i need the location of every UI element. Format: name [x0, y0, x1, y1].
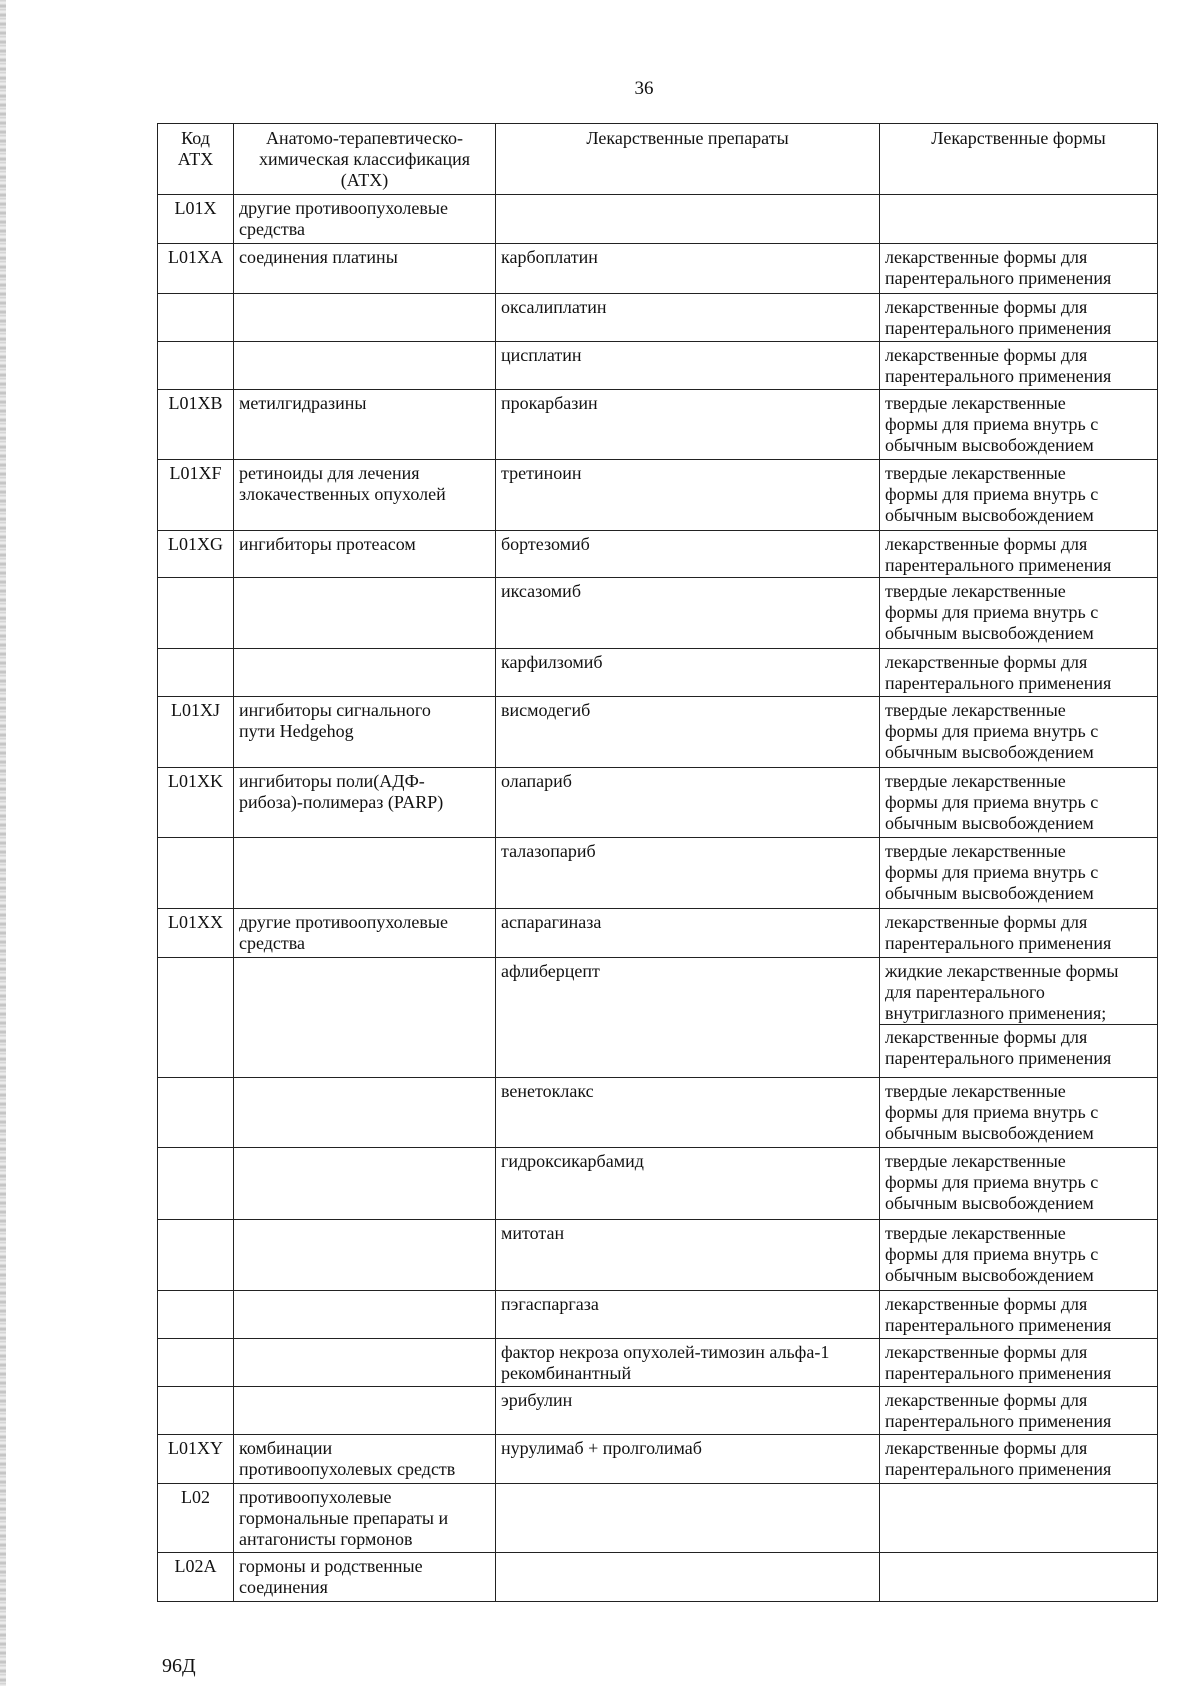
classification-cell [234, 1291, 496, 1339]
dosage-form-entry: жидкие лекарственные формы для парентерального внутриглазного применения; [885, 961, 1119, 1023]
drug-cell: венетоклакс [496, 1078, 880, 1148]
dosage-form-entry: твердые лекарственные формы для приема внутрь с обычным высвобождением [885, 771, 1099, 833]
table-row [158, 1148, 1158, 1220]
drug-cell: нурулимаб + пролголимаб [496, 1435, 880, 1484]
classification-cell: другие противоопухолевые средства [234, 195, 496, 244]
drug-cell: висмодегиб [496, 697, 880, 768]
classification-cell [234, 1148, 496, 1220]
drug-cell: оксалиплатин [496, 294, 880, 342]
atc-code-cell: L01XK [158, 768, 234, 838]
drug-cell [496, 1553, 880, 1602]
drug-cell: третиноин [496, 460, 880, 531]
atc-code-cell: L01XA [158, 244, 234, 294]
drug-cell: гидроксикарбамид [496, 1148, 880, 1220]
classification-cell: соединения платины [234, 244, 496, 294]
atc-code-cell [158, 578, 234, 649]
dosage-form-entry: лекарственные формы для парентерального применения [885, 652, 1112, 693]
table-row [158, 531, 1158, 578]
classification-cell: ингибиторы протеасом [234, 531, 496, 578]
drug-cell [496, 195, 880, 244]
drug-cell: карфилзомиб [496, 649, 880, 697]
dosage-form-cell [880, 390, 1158, 460]
dosage-form-cell [880, 294, 1158, 342]
drug-cell: цисплатин [496, 342, 880, 390]
dosage-form-cell [880, 1553, 1158, 1602]
classification-cell: противоопухолевые гормональные препараты и антагонисты гормонов [234, 1484, 496, 1553]
table-row [158, 195, 1158, 244]
dosage-form-cell [880, 244, 1158, 294]
dosage-form-entry: лекарственные формы для парентерального применения [885, 912, 1112, 953]
dosage-form-cell [880, 531, 1158, 578]
table-row [158, 390, 1158, 460]
dosage-form-cell [880, 1148, 1158, 1220]
classification-cell: другие противоопухолевые средства [234, 909, 496, 958]
drug-cell: эрибулин [496, 1387, 880, 1435]
dosage-form-entry: лекарственные формы для парентерального применения [885, 297, 1112, 338]
dosage-form-cell [880, 460, 1158, 531]
drug-cell: митотан [496, 1220, 880, 1291]
atc-code-cell: L01XJ [158, 697, 234, 768]
table-row [158, 1553, 1158, 1602]
dosage-form-cell [880, 649, 1158, 697]
classification-cell [234, 958, 496, 1078]
atc-code-cell [158, 1220, 234, 1291]
atc-code-cell [158, 649, 234, 697]
table-row [158, 578, 1158, 649]
dosage-form-cell [880, 1484, 1158, 1553]
classification-cell [234, 294, 496, 342]
dosage-form-cell [880, 838, 1158, 909]
table-header-row [158, 124, 1158, 195]
drug-cell: пэгаспаргаза [496, 1291, 880, 1339]
dosage-form-cell [880, 1291, 1158, 1339]
table-row [158, 1220, 1158, 1291]
atc-code-cell: L01XB [158, 390, 234, 460]
atc-code-cell [158, 1291, 234, 1339]
dosage-form-entry: твердые лекарственные формы для приема внутрь с обычным высвобождением [885, 1223, 1099, 1285]
atc-code-cell [158, 1148, 234, 1220]
dosage-form-entry: твердые лекарственные формы для приема внутрь с обычным высвобождением [885, 581, 1099, 643]
dosage-form-entry: лекарственные формы для парентерального применения [885, 1438, 1112, 1479]
dosage-form-cell [880, 958, 1158, 1078]
dosage-form-cell [880, 1435, 1158, 1484]
table-row [158, 460, 1158, 531]
table-row [158, 244, 1158, 294]
table-row [158, 1339, 1158, 1387]
classification-cell [234, 838, 496, 909]
table-row [158, 1387, 1158, 1435]
table-row [158, 1291, 1158, 1339]
drug-cell [496, 1484, 880, 1553]
dosage-form-entry: твердые лекарственные формы для приема внутрь с обычным высвобождением [885, 700, 1099, 762]
dosage-form-entry: лекарственные формы для парентерального применения [885, 1294, 1112, 1335]
atc-code-cell [158, 958, 234, 1078]
dosage-form-entry: лекарственные формы для парентерального применения [885, 1342, 1112, 1383]
drug-cell: бортезомиб [496, 531, 880, 578]
table-row [158, 294, 1158, 342]
drug-cell: олапариб [496, 768, 880, 838]
scan-edge [0, 0, 6, 1686]
atc-code-cell: L02 [158, 1484, 234, 1553]
dosage-form-entry: твердые лекарственные формы для приема внутрь с обычным высвобождением [885, 841, 1099, 903]
drug-cell: прокарбазин [496, 390, 880, 460]
document-code: 96Д [162, 1655, 196, 1677]
dosage-form-entry: лекарственные формы для парентерального применения [885, 1390, 1112, 1431]
dosage-form-cell [880, 909, 1158, 958]
atc-code-cell [158, 1078, 234, 1148]
table-row [158, 697, 1158, 768]
dosage-form-entry: лекарственные формы для парентерального применения [885, 345, 1112, 386]
table-row [158, 1078, 1158, 1148]
dosage-form-cell [880, 697, 1158, 768]
classification-cell: гормоны и родственные соединения [234, 1553, 496, 1602]
table-row [158, 1484, 1158, 1553]
atc-code-cell [158, 1387, 234, 1435]
classification-cell: ретиноиды для лечения злокачественных опухолей [234, 460, 496, 531]
classification-cell [234, 1339, 496, 1387]
table-row [158, 909, 1158, 958]
drug-cell: карбоплатин [496, 244, 880, 294]
dosage-form-entry: твердые лекарственные формы для приема внутрь с обычным высвобождением [885, 1081, 1099, 1143]
classification-cell [234, 649, 496, 697]
atc-code-cell: L01XF [158, 460, 234, 531]
drug-cell: иксазомиб [496, 578, 880, 649]
atc-code-cell: L01X [158, 195, 234, 244]
atc-table [157, 123, 1158, 1602]
dosage-form-entry: твердые лекарственные формы для приема внутрь с обычным высвобождением [885, 463, 1099, 525]
header-drugs: Лекарственные препараты [496, 124, 880, 195]
classification-cell [234, 1387, 496, 1435]
atc-code-cell: L01XX [158, 909, 234, 958]
atc-code-cell [158, 342, 234, 390]
header-code: Код АТХ [158, 124, 234, 195]
drug-cell: фактор некроза опухолей-тимозин альфа-1 рекомбинантный [496, 1339, 880, 1387]
classification-cell [234, 578, 496, 649]
dosage-form-entry: лекарственные формы для парентерального применения [885, 247, 1112, 288]
classification-cell: ингибиторы поли(АДФ- рибоза)-полимераз (PARP) [234, 768, 496, 838]
atc-code-cell [158, 294, 234, 342]
dosage-form-cell [880, 1339, 1158, 1387]
atc-code-cell: L02A [158, 1553, 234, 1602]
classification-cell: ингибиторы сигнального пути Hedgehog [234, 697, 496, 768]
table-row [158, 768, 1158, 838]
classification-cell: комбинации противоопухолевых средств [234, 1435, 496, 1484]
classification-cell [234, 342, 496, 390]
page-number: 36 [634, 78, 654, 99]
table-row [158, 838, 1158, 909]
dosage-form-cell [880, 1078, 1158, 1148]
classification-cell: метилгидразины [234, 390, 496, 460]
dosage-form-cell [880, 1220, 1158, 1291]
dosage-form-entry: лекарственные формы для парентерального применения [880, 1024, 1157, 1069]
drug-cell: талазопариб [496, 838, 880, 909]
table-row [158, 649, 1158, 697]
dosage-form-entry: твердые лекарственные формы для приема внутрь с обычным высвобождением [885, 1151, 1099, 1213]
atc-code-cell: L01XG [158, 531, 234, 578]
dosage-form-entry: твердые лекарственные формы для приема внутрь с обычным высвобождением [885, 393, 1099, 455]
classification-cell [234, 1078, 496, 1148]
atc-code-cell [158, 1339, 234, 1387]
table-row [158, 1435, 1158, 1484]
header-classification: Анатомо-терапевтическо- химическая классификация (АТХ) [234, 124, 496, 195]
table-row [158, 958, 1158, 1078]
drug-cell: афлиберцепт [496, 958, 880, 1078]
classification-cell [234, 1220, 496, 1291]
dosage-form-entry: лекарственные формы для парентерального применения [885, 534, 1112, 575]
atc-code-cell: L01XY [158, 1435, 234, 1484]
header-forms: Лекарственные формы [880, 124, 1158, 195]
table-row [158, 342, 1158, 390]
atc-code-cell [158, 838, 234, 909]
dosage-form-cell [880, 195, 1158, 244]
table-body [158, 195, 1158, 1602]
drug-cell: аспарагиназа [496, 909, 880, 958]
dosage-form-cell [880, 768, 1158, 838]
dosage-form-cell [880, 342, 1158, 390]
dosage-form-cell [880, 578, 1158, 649]
dosage-form-cell [880, 1387, 1158, 1435]
